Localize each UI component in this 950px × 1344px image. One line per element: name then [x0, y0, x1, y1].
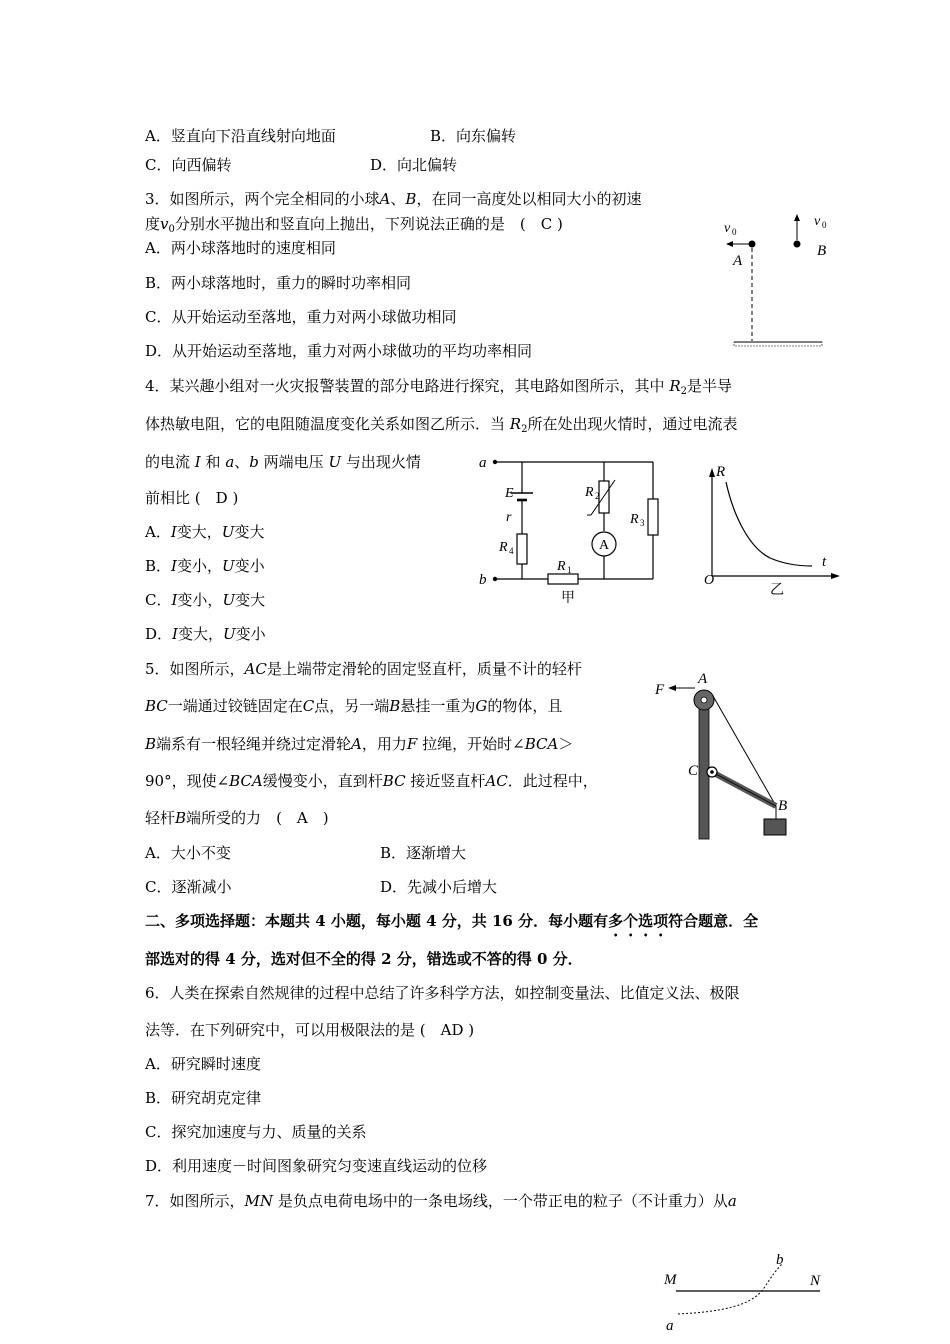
q6-option-c: C．探究加速度与力、质量的关系 — [145, 1123, 367, 1141]
svg-text:R: R — [630, 512, 639, 527]
q6-stem-line-2: 法等．在下列研究中，可以用极限法的是 ( AD ) — [145, 1021, 475, 1039]
svg-text:1: 1 — [567, 565, 572, 575]
q4-option-c: C．I变小，U变大 — [145, 591, 266, 609]
graph-y-label: R — [716, 464, 726, 480]
q2-option-c: C．向西偏转 — [145, 156, 232, 174]
q4-answer: ( D ) — [194, 489, 239, 507]
circuit-resistor-r1 — [548, 574, 578, 584]
q5-fig-label-c: C — [688, 763, 699, 779]
section2-line-2: 部选对的得 4 分，选对但不全的得 2 分，错选或不答的得 0 分． — [145, 950, 583, 968]
circuit-caption: 甲 — [561, 591, 575, 606]
q3-option-c: C．从开始运动至落地，重力对两小球做功相同 — [145, 308, 457, 326]
q3-fig-label-b: B — [817, 243, 827, 259]
svg-text:R: R — [499, 540, 508, 555]
circuit-resistor-r4 — [517, 534, 527, 564]
q4-stem-line-2: 体热敏电阻，它的电阻随温度变化关系如图乙所示．当 $R_2$所在处出现火情时，通过电流表 — [145, 415, 738, 435]
circuit-label-e: E — [505, 486, 514, 501]
q6-stem-line-1: 6．人类在探索自然规律的过程中总结了许多科学方法，如控制变量法、比值定义法、极限 — [145, 984, 740, 1002]
q5-fig-label-a: A — [698, 671, 708, 687]
q5-option-d: D．先减小后增大 — [380, 878, 498, 896]
q3-stem-line-2: 度$v_0$分别水平抛出和竖直向上抛出，下列说法正确的是 ( C ) — [145, 215, 563, 235]
q3-fig-ball-b — [794, 241, 801, 248]
q3-fig-label-a: A — [733, 253, 743, 269]
q3-stem-line-1: 3．如图所示，两个完全相同的小球A、B，在同一高度处以相同大小的初速 — [145, 190, 642, 208]
q3-fig-v0-right: v — [814, 214, 821, 229]
svg-text:0: 0 — [732, 227, 737, 237]
q5-stem-line-2: BC一端通过铰链固定在C点，另一端B悬挂一重为G的物体，且 — [145, 697, 563, 715]
q4-graph-figure — [700, 460, 840, 600]
svg-text:A: A — [599, 538, 610, 553]
q4-option-a: A．I变大，U变大 — [145, 523, 265, 541]
q7-stem-line-1: 7．如图所示，MN 是负点电荷电场中的一条电场线，一个带正电的粒子（不计重力）从a — [145, 1192, 737, 1210]
svg-text:0: 0 — [822, 220, 827, 230]
circuit-terminal-a: a — [479, 455, 487, 471]
q5-answer: ( A ) — [276, 809, 329, 827]
q2-option-b: B．向东偏转 — [430, 127, 517, 145]
svg-text:3: 3 — [640, 518, 645, 528]
q2-option-d: D．向北偏转 — [370, 156, 458, 174]
q3-answer: ( C ) — [519, 215, 563, 233]
q6-option-a: A．研究瞬时速度 — [145, 1055, 261, 1073]
q5-option-c: C．逐渐减小 — [145, 878, 232, 896]
q6-answer: ( AD ) — [419, 1021, 475, 1039]
q5-stem-line-5: 轻杆B端所受的力 ( A ) — [145, 809, 329, 827]
svg-text:R: R — [585, 485, 594, 500]
section2-line-1: 二、多项选择题：本题共 4 小题，每小题 4 分，共 16 分．每小题有多个选项符合题意．全 — [145, 912, 759, 930]
q7-fig-label-m: M — [664, 1272, 677, 1288]
q3-option-d: D．从开始运动至落地，重力对两小球做功的平均功率相同 — [145, 342, 533, 360]
q5-fig-weight — [764, 819, 786, 835]
q3-fig-ball-a — [749, 241, 756, 248]
circuit-thermistor-r2 — [599, 481, 609, 513]
q7-fig-label-a: a — [666, 1318, 674, 1334]
q5-stem-line-4: 90°，现使∠BCA缓慢变小，直到杆BC 接近竖直杆AC．此过程中， — [145, 772, 598, 790]
q7-fig-trajectory — [678, 1264, 782, 1314]
q3-figure — [720, 205, 840, 355]
q7-fig-label-b: b — [776, 1252, 784, 1268]
svg-text:2: 2 — [595, 491, 600, 501]
q4-option-b: B．I变小，U变小 — [145, 557, 265, 575]
q5-fig-label-f: F — [655, 682, 665, 698]
q3-option-b: B．两小球落地时，重力的瞬时功率相同 — [145, 274, 412, 292]
q4-option-d: D．I变大，U变小 — [145, 625, 266, 643]
q4-circuit-figure — [475, 450, 675, 610]
q2-option-a: A．竖直向下沿直线射向地面 — [145, 127, 336, 145]
q7-fig-label-n: N — [810, 1273, 821, 1289]
graph-x-label: t — [822, 554, 827, 570]
q6-option-d: D．利用速度－时间图象研究匀变速直线运动的位移 — [145, 1157, 488, 1175]
svg-text:4: 4 — [509, 546, 514, 556]
q5-option-b: B．逐渐增大 — [380, 844, 467, 862]
q3-option-a: A．两小球落地时的速度相同 — [145, 239, 336, 257]
graph-caption: 乙 — [770, 583, 784, 598]
q3-fig-v0-left: v — [724, 221, 731, 236]
q5-fig-label-b: B — [778, 798, 788, 814]
circuit-resistor-r3 — [648, 499, 658, 535]
circuit-label-r: r — [506, 510, 512, 525]
graph-curve — [726, 482, 812, 566]
q5-figure — [650, 665, 800, 845]
q4-stem-line-4: 前相比 ( D ) — [145, 489, 239, 507]
svg-text:R: R — [557, 559, 566, 574]
q5-stem-line-3: B端系有一根轻绳并绕过定滑轮A，用力F 拉绳，开始时∠BCA＞ — [145, 735, 574, 753]
q5-option-a: A．大小不变 — [145, 844, 231, 862]
q4-stem-line-3: 的电流 I 和 a、b 两端电压 U 与出现火情 — [145, 453, 421, 471]
graph-origin: O — [704, 573, 715, 588]
q7-figure — [660, 1250, 830, 1340]
circuit-terminal-b: b — [479, 572, 487, 588]
q5-stem-line-1: 5．如图所示，AC是上端带定滑轮的固定竖直杆，质量不计的轻杆 — [145, 660, 582, 678]
q4-stem-line-1: 4．某兴趣小组对一火灾报警装置的部分电路进行探究，其电路如图所示，其中 $R_2$是半导 — [145, 377, 733, 397]
q6-option-b: B．研究胡克定律 — [145, 1089, 262, 1107]
